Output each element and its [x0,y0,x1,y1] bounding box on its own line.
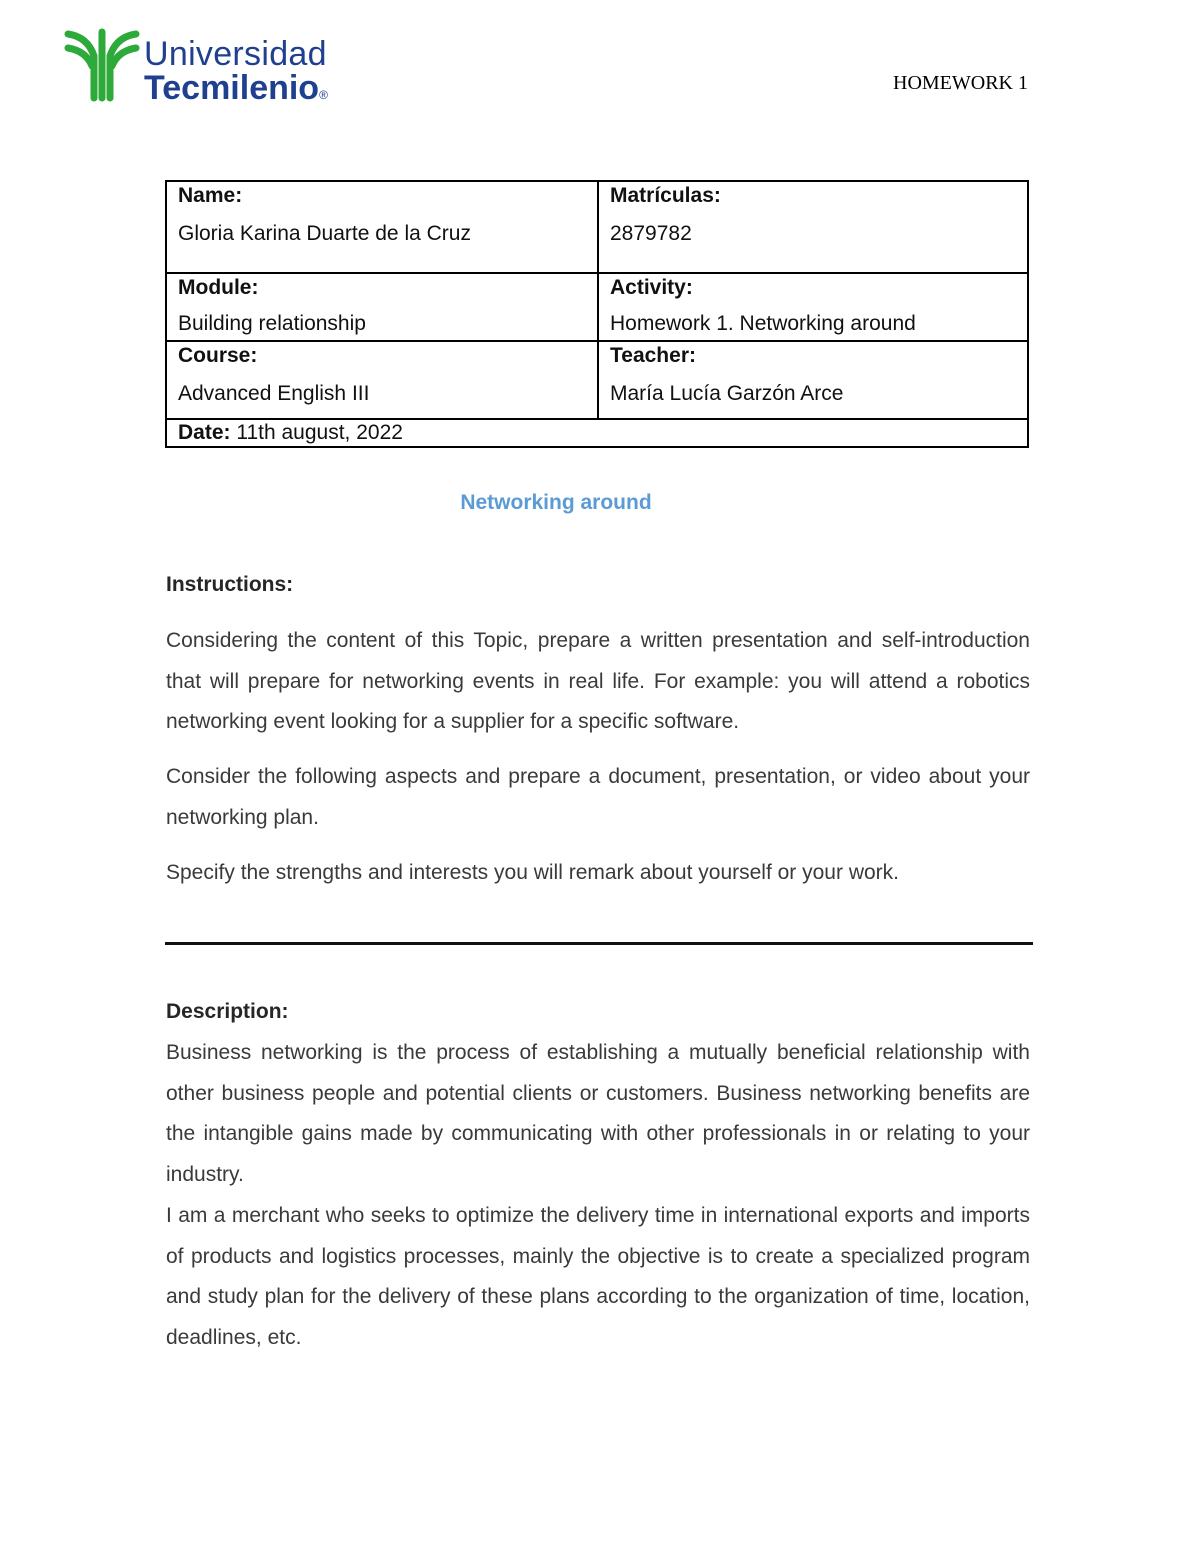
student-info-table [165,180,1029,448]
module-label: Module: [178,276,259,299]
course-value: Advanced English III [178,382,370,405]
description-paragraph-2: I am a merchant who seeks to optimize the delivery time in international exports and imports of products and logistics processes, mainly the objective is to create a specialized program and study plan for the delivery of these plans according to the organization of time, location, deadlines, etc. [166,1204,1030,1349]
table-row [166,419,1028,447]
module-cell [166,273,598,341]
date-cell [166,419,1028,447]
activity-value: Homework 1. Networking around [610,312,916,335]
logo-text-universidad: Universidad [144,35,327,73]
section-divider [165,942,1033,945]
university-logo [64,26,339,106]
logo-text-tecmilenio: Tecmilenio® [144,69,328,107]
id-value: 2879782 [610,222,692,245]
id-label: Matrículas: [610,184,721,207]
date-label: Date: [178,421,231,444]
module-value: Building relationship [178,312,366,335]
activity-label: Activity: [610,276,693,299]
description-heading: Description: [166,1000,289,1023]
teacher-cell [598,341,1028,419]
table-row [166,341,1028,419]
document-title: Networking around [460,491,652,514]
date-value: 11th august, 2022 [230,421,403,444]
course-cell [166,341,598,419]
table-row [166,181,1028,273]
course-label: Course: [178,344,258,367]
id-cell [598,181,1028,273]
name-cell [166,181,598,273]
logo-emblem-icon [64,26,140,102]
name-value: Gloria Karina Duarte de la Cruz [178,222,471,245]
teacher-label: Teacher: [610,344,696,367]
description-paragraph-1: Business networking is the process of establishing a mutually beneficial relationship with other business people and potential clients or customers. Business networking benefits are the intangible gains made by communicating with other professionals in or relating to your industry. [166,1041,1030,1186]
activity-cell [598,273,1028,341]
teacher-value: María Lucía Garzón Arce [610,382,844,405]
name-label: Name: [178,184,243,207]
instructions-paragraph-3: Specify the strengths and interests you will remark about yourself or your work. [166,861,899,884]
table-row [166,273,1028,341]
instructions-paragraph-1: Considering the content of this Topic, prepare a written presentation and self-introduction that will prepare for networking events in real life. For example: you will attend a robotics networking event looking for a supplier for a specific software. [166,629,1030,733]
instructions-heading: Instructions: [166,573,294,596]
instructions-paragraph-2: Consider the following aspects and prepare a document, presentation, or video about your networking plan. [166,765,1030,829]
homework-label: HOMEWORK 1 [893,72,1028,94]
